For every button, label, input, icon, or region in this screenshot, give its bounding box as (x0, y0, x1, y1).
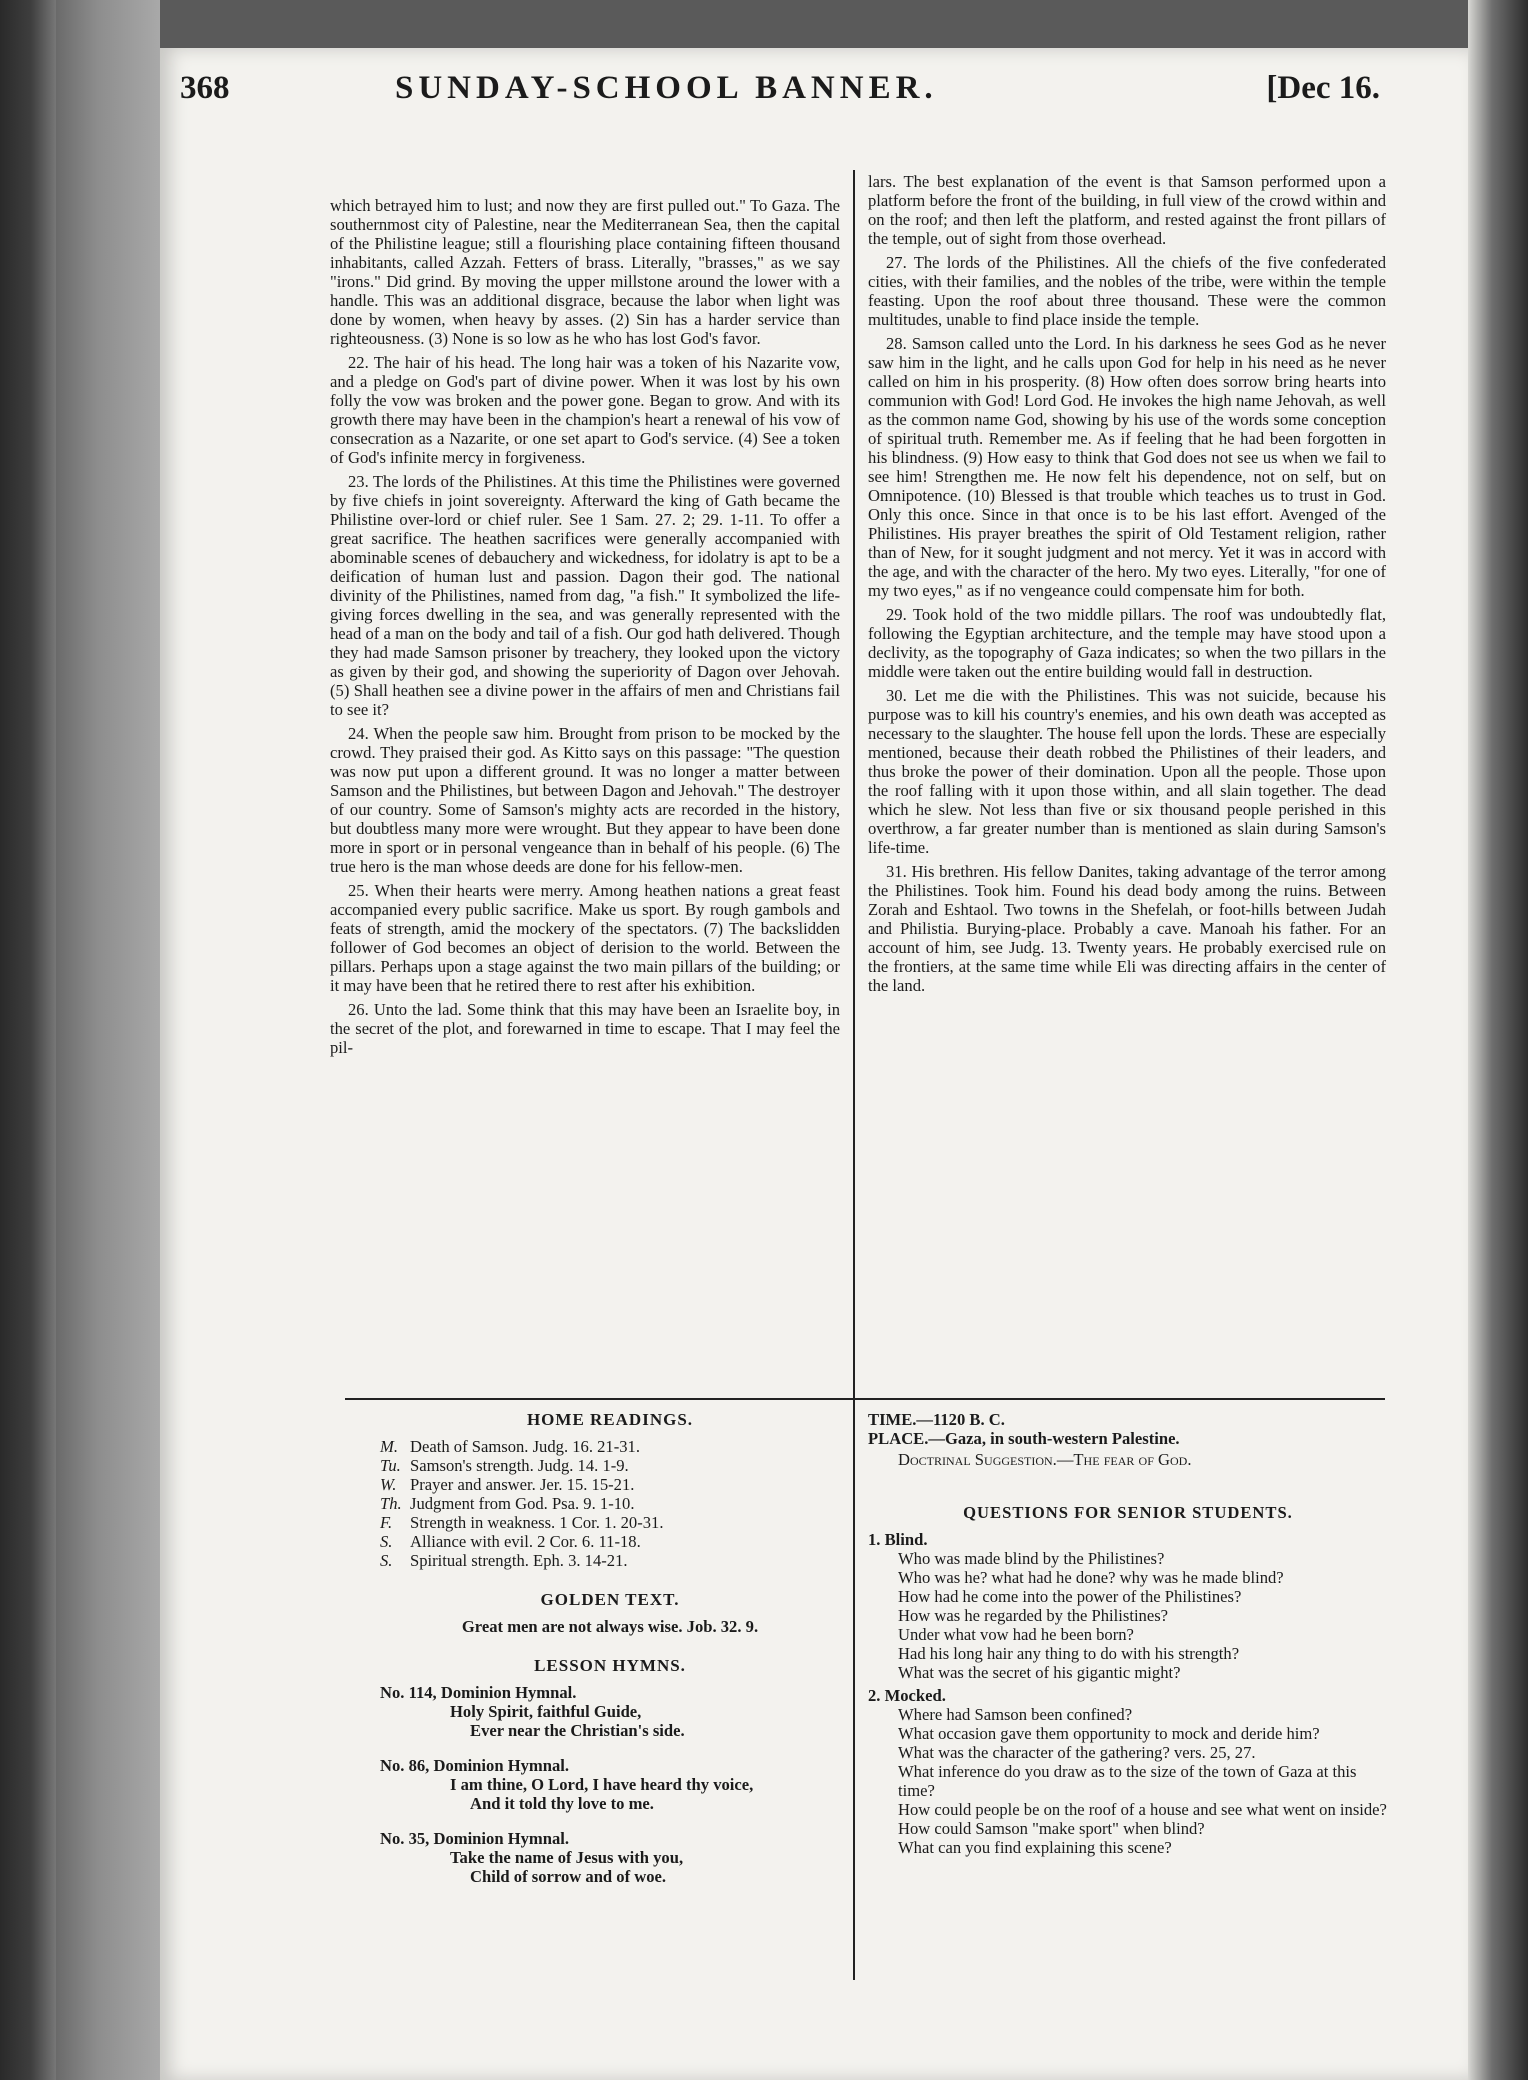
scan-right-edge (1468, 0, 1528, 2080)
reading-text: Prayer and answer. Jer. 15. 15-21. (410, 1475, 635, 1494)
question-item: Who was made blind by the Philistines? (898, 1549, 1165, 1568)
hymn-line: Ever near the Christian's side. (470, 1721, 685, 1740)
question-item: What occasion gave them opportunity to mock and deride him? (898, 1724, 1320, 1743)
question-item: What can you find explaining this scene? (898, 1838, 1172, 1857)
questions-title: QUESTIONS FOR SENIOR STUDENTS. (963, 1503, 1293, 1522)
golden-text (380, 1590, 840, 1636)
paragraph-28: 28. Samson called unto the Lord. In his darkness he sees God as he never saw him in the light, and he calls upon God for help in his need as he never called on him in his prosperity. (8) How often does sorrow bring hearts into communion with God! Lord God. He invokes the high name Jehovah, as well as the common name God, showing by his use of the words some conception of spiritual truth. Remember me. As if feeling that he had been forgotten in his blindness. (9) How easy to think that God does not see us when we fail to see him! Strengthen me. He now felt his dependence, not on self, but on Omnipotence. (10) Blessed is that trouble which teaches us to trust in God. Only this once. Since in that once is to be his last effort. Avenged of the Philistines. His prayer breathes the spirit of Old Testament religion, rather than of New, for it sought judgment and not mercy. Yet it was in accord with the age, and with the character of the hero. My two eyes. Literally, "for one of my two eyes," as if no vengeance could compensate him for both. (868, 334, 1386, 600)
reading-text: Alliance with evil. 2 Cor. 6. 11-18. (410, 1532, 641, 1551)
paragraph-30: 30. Let me die with the Philistines. This was not suicide, because his purpose was to kill his country's enemies, and his own death was accepted as necessary to the slaughter. The house fell upon the lords. These are especially mentioned, because their death robbed the Philistines of their leaders, and thus broke the power of their domination. Upon all the people. Those upon the roof falling with it upon those within, and all slain together. The dead which he slew. Not less than five or six thousand people perished in this overthrow, a far greater number than is mentioned as slain during Samson's life-time. (868, 686, 1386, 857)
page-header (180, 70, 1380, 130)
running-title: SUNDAY-SCHOOL BANNER. (395, 70, 938, 106)
question-item: What was the secret of his gigantic might? (898, 1663, 1181, 1682)
paragraph-31: 31. His brethren. His fellow Danites, taking advantage of the terror among the Philistines. Took him. Found his dead body among the ruins. Between Zorah and Eshtaol. Two towns in the Shefelah, or foot-hills between Judah and Philistia. Burying-place. Probably a cave. Manoah his father. For an account of him, see Judg. 13. Twenty years. He probably exercised rule on the frontiers, at the same time while Eli was directing affairs in the center of the land. (868, 862, 1386, 995)
reading-day: F. (380, 1513, 393, 1532)
hymn-entry (380, 1829, 840, 1886)
reading-row (380, 1532, 840, 1551)
question-item: How had he come into the power of the Philistines? (898, 1587, 1242, 1606)
question-item: Who was he? what had he done? why was he made blind? (898, 1568, 1284, 1587)
question-item: How could people be on the roof of a house and see what went on inside? (898, 1800, 1387, 1819)
reading-text: Spiritual strength. Eph. 3. 14-21. (410, 1551, 628, 1570)
paragraph-21-cont: which betrayed him to lust; and now they are first pulled out." To Gaza. The southernmost city of Palestine, near the Mediterranean Sea, then the capital of the Philistine league; still a flourishing place containing fifteen thousand inhabitants, called Azzah. Fetters of brass. Literally, "brasses," as we say "irons." Did grind. By moving the upper millstone around the lower with a handle. This was an additional disgrace, because the labor when light was done by women, when heavy by asses. (2) Sin has a harder service than righteousness. (3) None is so low as he who has lost God's favor. (330, 196, 840, 348)
paragraph-27: 27. The lords of the Philistines. All the chiefs of the five confederated cities, with their families, and the nobles of the tribe, were within the temple feasting. Upon the roof about three thousand. These were the common multitudes, unable to find place inside the temple. (868, 253, 1386, 329)
hymn-line: Holy Spirit, faithful Guide, (450, 1702, 642, 1721)
hymn-line: I am thine, O Lord, I have heard thy voice, (450, 1775, 754, 1794)
reading-day: S. (380, 1532, 393, 1551)
reading-row (380, 1456, 840, 1475)
hymn-title: No. 114, Dominion Hymnal. (380, 1683, 577, 1702)
paragraph-25: 25. When their hearts were merry. Among heathen nations a great feast accompanied every public sacrifice. Make us sport. By rough gambols and feats of strength, amid the mockery of the spectators. (7) The backslidden follower of God becomes an object of derision to the world. Between the pillars. Perhaps upon a stage against the two main pillars of the building; or it may have been that he retired there to rest after his exhibition. (330, 881, 840, 995)
paragraph-22: 22. The hair of his head. The long hair was a token of his Nazarite vow, and a pledge on God's part of divine power. When it was lost by his own folly the vow was broken and the power gone. Began to grow. And with its growth there may have been in the champion's heart a renewal of his vow of consecration as a Nazarite, or one set apart to God's service. (4) See a token of God's infinite mercy in forgiveness. (330, 353, 840, 467)
reading-text: Judgment from God. Psa. 9. 1-10. (410, 1494, 635, 1513)
reading-row (380, 1437, 840, 1456)
hymn-line: Child of sorrow and of woe. (470, 1867, 667, 1886)
lesson-hymns-title: LESSON HYMNS. (534, 1656, 686, 1675)
section-divider (345, 1398, 1385, 1400)
lesson-hymns (380, 1656, 840, 1886)
issue-date: [Dec 16. (1266, 70, 1380, 106)
question-item: Had his long hair any thing to do with his strength? (898, 1644, 1240, 1663)
question-item: What was the character of the gathering? vers. 25, 27. (898, 1743, 1256, 1762)
paragraph-23: 23. The lords of the Philistines. At this time the Philistines were governed by five chiefs in joint sovereignty. Afterward the king of Gath became the Philistine over-lord or chief ruler. See 1 Sam. 27. 2; 29. 1-11. To offer a great sacrifice. The heathen sacrifices were generally accompanied with abominable scenes of debauchery and wickedness, for idolatry is apt to be a deification of human lust and passion. Dagon their god. The national divinity of the Philistines, named from dag, "a fish." It symbolized the life-giving forces dwelling in the sea, and was generally represented with the head of a man on the body and tail of a fish. Our god hath delivered. Though they had made Samson prisoner by treachery, they looked upon the victory as given by their god, and showing the superiority of Dagon over Jehovah. (5) Shall heathen see a divine power in the affairs of men and Christians fail to see it? (330, 472, 840, 719)
hymn-line: Take the name of Jesus with you, (450, 1848, 684, 1867)
question-item: What inference do you draw as to the size of the town of Gaza at this time? (898, 1762, 1357, 1800)
question-item: Where had Samson been confined? (898, 1705, 1133, 1724)
scan-binding-strip (56, 0, 160, 2080)
reading-text: Samson's strength. Judg. 14. 1-9. (410, 1456, 629, 1475)
hymn-title: No. 35, Dominion Hymnal. (380, 1829, 570, 1848)
question-section-heading: 2. Mocked. (868, 1686, 946, 1705)
reading-day: S. (380, 1551, 393, 1570)
question-item: How was he regarded by the Philistines? (898, 1606, 1169, 1625)
question-item: Under what vow had he been born? (898, 1625, 1134, 1644)
hymn-entry (380, 1756, 840, 1813)
paragraph-26-cont: lars. The best explanation of the event is that Samson performed upon a platform before the front of the building, in full view of the crowd within and on the roof; and then left the platform, and rested against the front pillars of the temple, out of sight from those overhead. (868, 172, 1386, 248)
golden-text-verse: Great men are not always wise. Job. 32. 9. (461, 1617, 759, 1636)
hymn-entry (380, 1683, 840, 1740)
scan-binding-shadow (0, 0, 56, 2080)
lesson-info-and-questions (868, 1410, 1388, 1857)
reading-row (380, 1513, 840, 1532)
lesson-time: TIME.—1120 B. C. (868, 1410, 1005, 1429)
reading-day: Th. (380, 1494, 402, 1513)
paragraph-29: 29. Took hold of the two middle pillars. The roof was undoubtedly flat, following the Egyptian architecture, and the temple may have stood upon a declivity, as the topography of Gaza indicates; so when the two pillars in the middle were taken out the entire building would fall in destruction. (868, 605, 1386, 681)
reading-day: M. (380, 1437, 398, 1456)
reading-row (380, 1475, 840, 1494)
golden-text-title: GOLDEN TEXT. (540, 1590, 680, 1609)
column-divider (853, 170, 855, 1980)
reading-day: Tu. (380, 1456, 401, 1475)
home-readings-title: HOME READINGS. (526, 1410, 694, 1429)
reading-text: Strength in weakness. 1 Cor. 1. 20-31. (410, 1513, 664, 1532)
reading-day: W. (380, 1475, 397, 1494)
question-section-heading: 1. Blind. (868, 1530, 928, 1549)
hymn-title: No. 86, Dominion Hymnal. (380, 1756, 570, 1775)
paragraph-24: 24. When the people saw him. Brought from prison to be mocked by the crowd. They praised their god. As Kitto says on this passage: "The question was now put upon a different ground. It was no longer a matter between Samson and the Philistines, but between Dagon and Jehovah." The destroyer of our country. Some of Samson's mighty acts are recorded in the history, but doubtless many more were wrought. But they appear to have been done more in sport or in personal vengeance than in behalf of his people. (6) The true hero is the man whose deeds are done for his fellow-men. (330, 724, 840, 876)
page-number: 368 (180, 70, 230, 106)
right-column (868, 172, 1386, 1000)
home-readings (380, 1410, 840, 1902)
reading-row (380, 1494, 840, 1513)
lesson-place: PLACE.—Gaza, in south-western Palestine. (868, 1429, 1180, 1448)
question-item: How could Samson "make sport" when blind? (898, 1819, 1205, 1838)
paragraph-26: 26. Unto the lad. Some think that this may have been an Israelite boy, in the secret of the plot, and forewarned in time to escape. That I may feel the pil- (330, 1000, 840, 1057)
reading-row (380, 1551, 840, 1570)
doctrinal-suggestion: Doctrinal Suggestion.—The fear of God. (898, 1450, 1192, 1469)
left-column (330, 196, 840, 1062)
hymn-line: And it told thy love to me. (470, 1794, 654, 1813)
reading-text: Death of Samson. Judg. 16. 21-31. (410, 1437, 640, 1456)
